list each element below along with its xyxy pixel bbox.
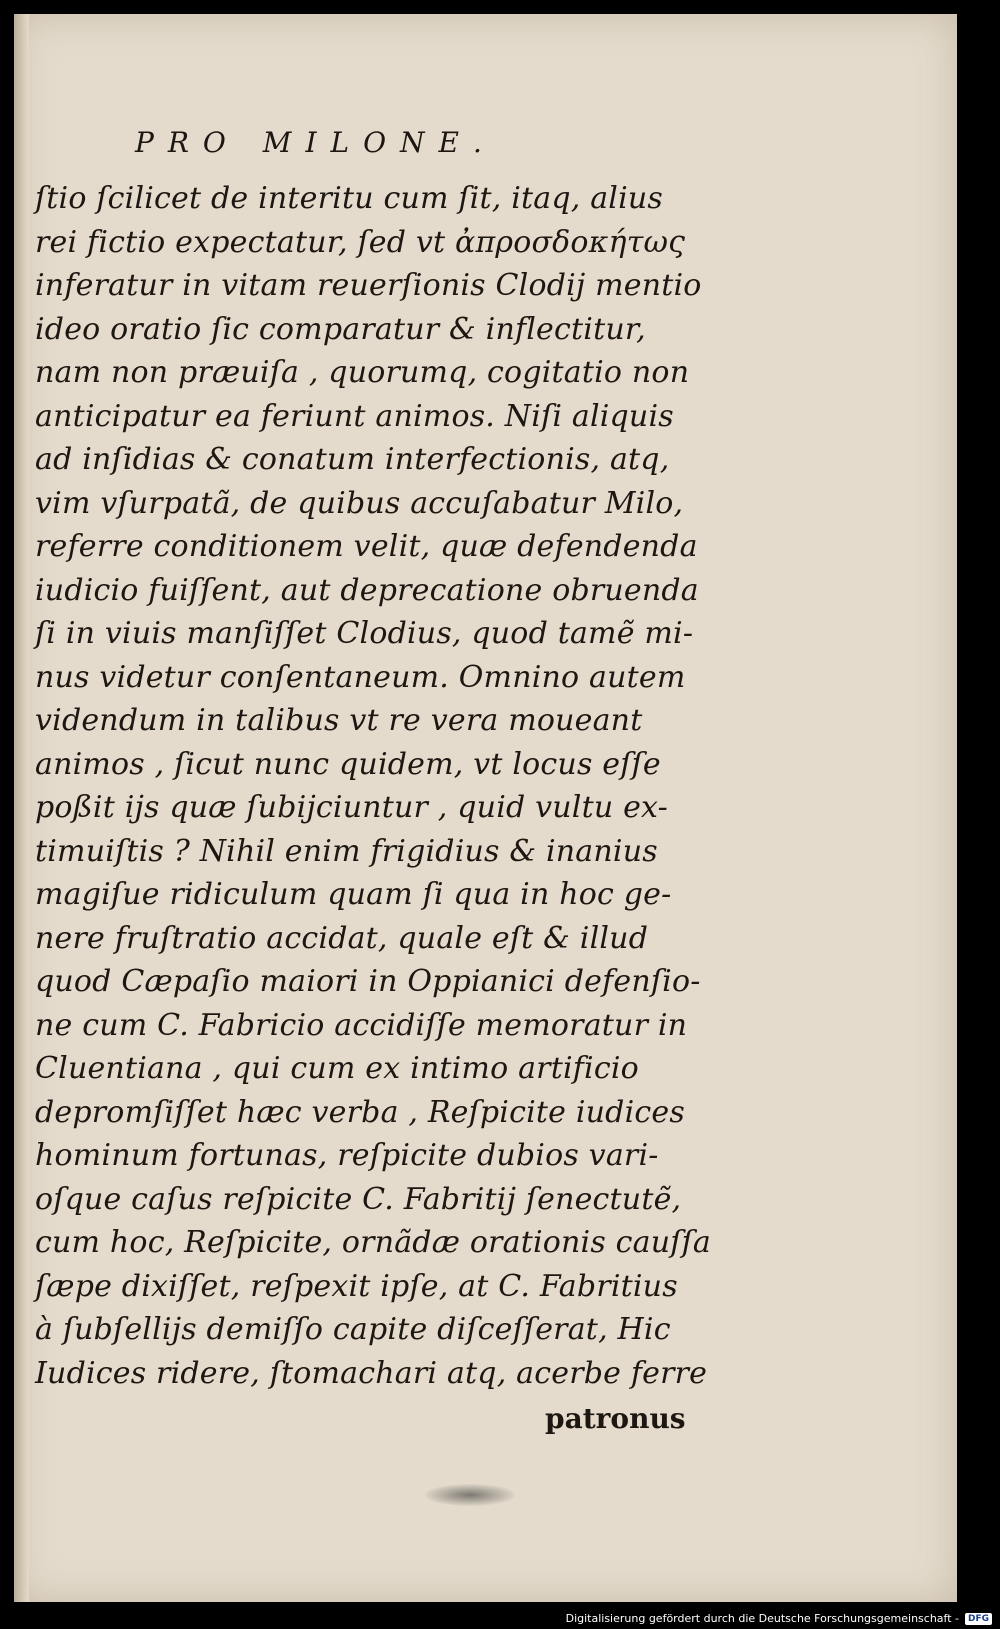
- running-head: PRO MILONE.: [135, 126, 496, 159]
- text-line: ſæpe dixiſſet, reſpexit ipſe, at C. Fabritius: [35, 1268, 678, 1304]
- text-line: videndum in talibus vt re vera moueant: [35, 703, 643, 738]
- text-line: nere fruſtratio accidat, quale eſt & illud: [35, 920, 649, 956]
- body-text: [35, 177, 711, 1395]
- text-line: vim vſurpatã, de quibus accuſabatur Milo,: [35, 485, 684, 521]
- text-line: cum hoc, Reſpicite, ornãdæ orationis cauſſa: [35, 1225, 711, 1260]
- digitization-footer: [566, 1612, 992, 1625]
- funding-credit: Digitalisierung gefördert durch die Deutsche Forschungsgemeinschaft -: [565, 1612, 959, 1625]
- text-line: nam non præuiſa , quorumq, cogitatio non: [35, 355, 690, 390]
- text-line: ſi in viuis manſiſſet Clodius, quod tamẽ mi-: [35, 616, 694, 651]
- text-line: depromſiſſet hæc verba , Reſpicite iudices: [35, 1094, 685, 1130]
- text-line: Iudices ridere, ſtomachari atq, acerbe ferre: [35, 1355, 708, 1391]
- book-page: [14, 14, 957, 1602]
- text-line: poßit ijs quæ ſubijciuntur , quid vultu ex-: [35, 790, 668, 825]
- text-line: anticipatur ea feriunt animos. Niſi aliquis: [35, 398, 674, 434]
- text-line: à ſubſellijs demiſſo capite diſceſſerat, Hic: [35, 1312, 671, 1347]
- text-line: inferatur in vitam reuerſionis Clodij mentio: [35, 268, 702, 303]
- text-line: ne cum C. Fabricio accidiſſe memoratur in: [35, 1007, 688, 1043]
- text-line: Cluentiana , qui cum ex intimo artificio: [35, 1051, 639, 1086]
- text-line: referre conditionem velit, quæ defendenda: [35, 529, 698, 564]
- text-line: ideo oratio ſic comparatur & inflectitur,: [35, 311, 646, 347]
- page-gutter: [15, 14, 29, 1602]
- catchword: patronus: [545, 1402, 686, 1435]
- text-line: nus videtur conſentaneum. Omnino autem: [35, 659, 686, 695]
- text-line: quod Cæpaſio maiori in Oppianici defenſio-: [35, 964, 701, 999]
- ink-smudge: [425, 1484, 515, 1506]
- text-line: oſque caſus reſpicite C. Fabritij ſenectutẽ,: [35, 1181, 682, 1217]
- text-line: animos , ſicut nunc quidem, vt locus eſſe: [35, 746, 661, 782]
- text-line: ſtio ſcilicet de interitu cum ſit, itaq, alius: [35, 181, 663, 216]
- text-line: hominum fortunas, reſpicite dubios vari-: [35, 1138, 659, 1173]
- text-line: magiſue ridiculum quam ſi qua in hoc ge-: [35, 877, 672, 912]
- dfg-logo: DFG: [965, 1613, 992, 1625]
- text-line: iudicio fuiſſent, aut deprecatione obruenda: [35, 572, 699, 608]
- text-line: ad inſidias & conatum interfectionis, atq,: [35, 442, 670, 477]
- text-line: timuiſtis ? Nihil enim frigidius & inanius: [35, 833, 658, 869]
- text-line: rei fictio expectatur, ſed vt ἀπροσδοκήτως: [35, 224, 686, 260]
